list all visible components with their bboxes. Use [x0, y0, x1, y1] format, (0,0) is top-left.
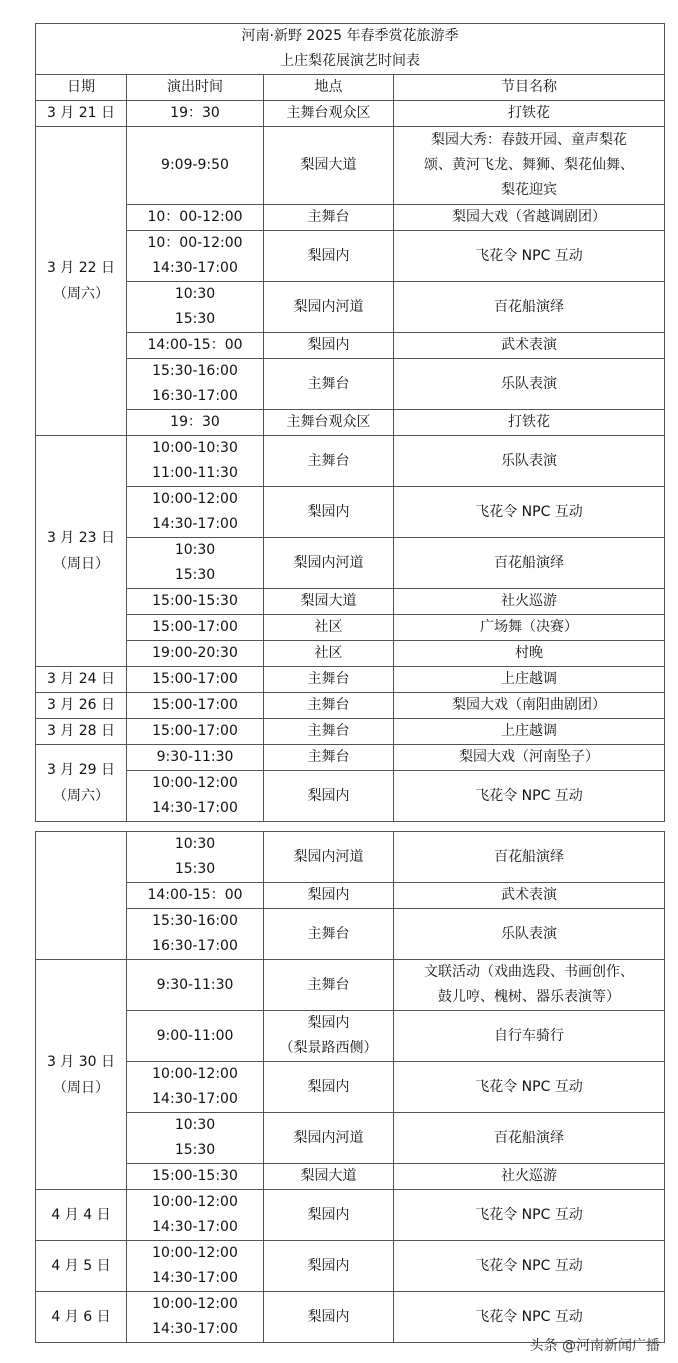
date-cell-empty	[36, 832, 127, 960]
table-row: 9:00-11:00 梨园内 （梨景路西侧） 自行车骑行	[36, 1011, 665, 1062]
header-time: 演出时间	[127, 75, 264, 101]
table-row: 3 月 21 日 19：30 主舞台观众区 打铁花	[36, 101, 665, 127]
table-title: 河南·新野 2025 年春季赏花旅游季 上庄梨花展演艺时间表	[36, 24, 665, 75]
table-row: 14:00-15：00 梨园内 武术表演	[36, 883, 665, 909]
schedule-table-part2	[35, 831, 665, 1343]
header-date: 日期	[36, 75, 127, 101]
table-row: 10：00-12:00 主舞台 梨园大戏（省越调剧团）	[36, 205, 665, 231]
table-row: 15:00-17:00 社区 广场舞（决赛）	[36, 615, 665, 641]
date-cell: 3 月 29 日 （周六）	[36, 745, 127, 822]
table-row: 10:30 15:30 梨园内河道 百花船演绎	[36, 832, 665, 883]
table-row: 15:30-16:00 16:30-17:00 主舞台 乐队表演	[36, 359, 665, 410]
table-row: 3 月 29 日 （周六） 9:30-11:30 主舞台 梨园大戏（河南坠子）	[36, 745, 665, 771]
table-row: 4 月 6 日 10:00-12:00 14:30-17:00 梨园内 飞花令 NPC 互动	[36, 1292, 665, 1343]
schedule-table-part1	[35, 23, 665, 822]
table-row: 10:30 15:30 梨园内河道 百花船演绎	[36, 282, 665, 333]
header-row	[36, 75, 665, 101]
table-row: 14:00-15：00 梨园内 武术表演	[36, 333, 665, 359]
table-row: 4 月 4 日 10:00-12:00 14:30-17:00 梨园内 飞花令 NPC 互动	[36, 1190, 665, 1241]
table-row: 15:00-15:30 梨园大道 社火巡游	[36, 1164, 665, 1190]
date-cell: 3 月 22 日 （周六）	[36, 127, 127, 436]
table-row: 19：30 主舞台观众区 打铁花	[36, 410, 665, 436]
table-row: 3 月 30 日 （周日） 9:30-11:30 主舞台 文联活动（戏曲选段、书画创作、 鼓儿哼、槐树、器乐表演等）	[36, 960, 665, 1011]
table-row: 10：00-12:00 14:30-17:00 梨园内 飞花令 NPC 互动	[36, 231, 665, 282]
table-row: 19:00-20:30 社区 村晚	[36, 641, 665, 667]
table-row: 10:30 15:30 梨园内河道 百花船演绎	[36, 538, 665, 589]
table-row: 4 月 5 日 10:00-12:00 14:30-17:00 梨园内 飞花令 NPC 互动	[36, 1241, 665, 1292]
header-place: 地点	[264, 75, 394, 101]
table-row: 15:30-16:00 16:30-17:00 主舞台 乐队表演	[36, 909, 665, 960]
table-row: 10:00-12:00 14:30-17:00 梨园内 飞花令 NPC 互动	[36, 1062, 665, 1113]
date-cell: 3 月 30 日 （周日）	[36, 960, 127, 1190]
table-row: 3 月 28 日 15:00-17:00 主舞台 上庄越调	[36, 719, 665, 745]
title-row	[36, 24, 665, 75]
table-row: 15:00-15:30 梨园大道 社火巡游	[36, 589, 665, 615]
table-row: 3 月 22 日 （周六） 9:09-9:50 梨园大道 梨园大秀：春鼓开园、童声梨花 颂、黄河飞龙、舞狮、梨花仙舞、 梨花迎宾	[36, 127, 665, 205]
source-watermark: 头条 @河南新闻广播	[529, 1338, 660, 1354]
table-row: 3 月 23 日 （周日） 10:00-10:30 11:00-11:30 主舞台 乐队表演	[36, 436, 665, 487]
table-row: 10:30 15:30 梨园内河道 百花船演绎	[36, 1113, 665, 1164]
header-program: 节目名称	[394, 75, 665, 101]
table-row: 10:00-12:00 14:30-17:00 梨园内 飞花令 NPC 互动	[36, 771, 665, 822]
table-row: 3 月 24 日 15:00-17:00 主舞台 上庄越调	[36, 667, 665, 693]
date-cell: 3 月 23 日 （周日）	[36, 436, 127, 667]
table-row: 3 月 26 日 15:00-17:00 主舞台 梨园大戏（南阳曲剧团）	[36, 693, 665, 719]
table-row: 10:00-12:00 14:30-17:00 梨园内 飞花令 NPC 互动	[36, 487, 665, 538]
